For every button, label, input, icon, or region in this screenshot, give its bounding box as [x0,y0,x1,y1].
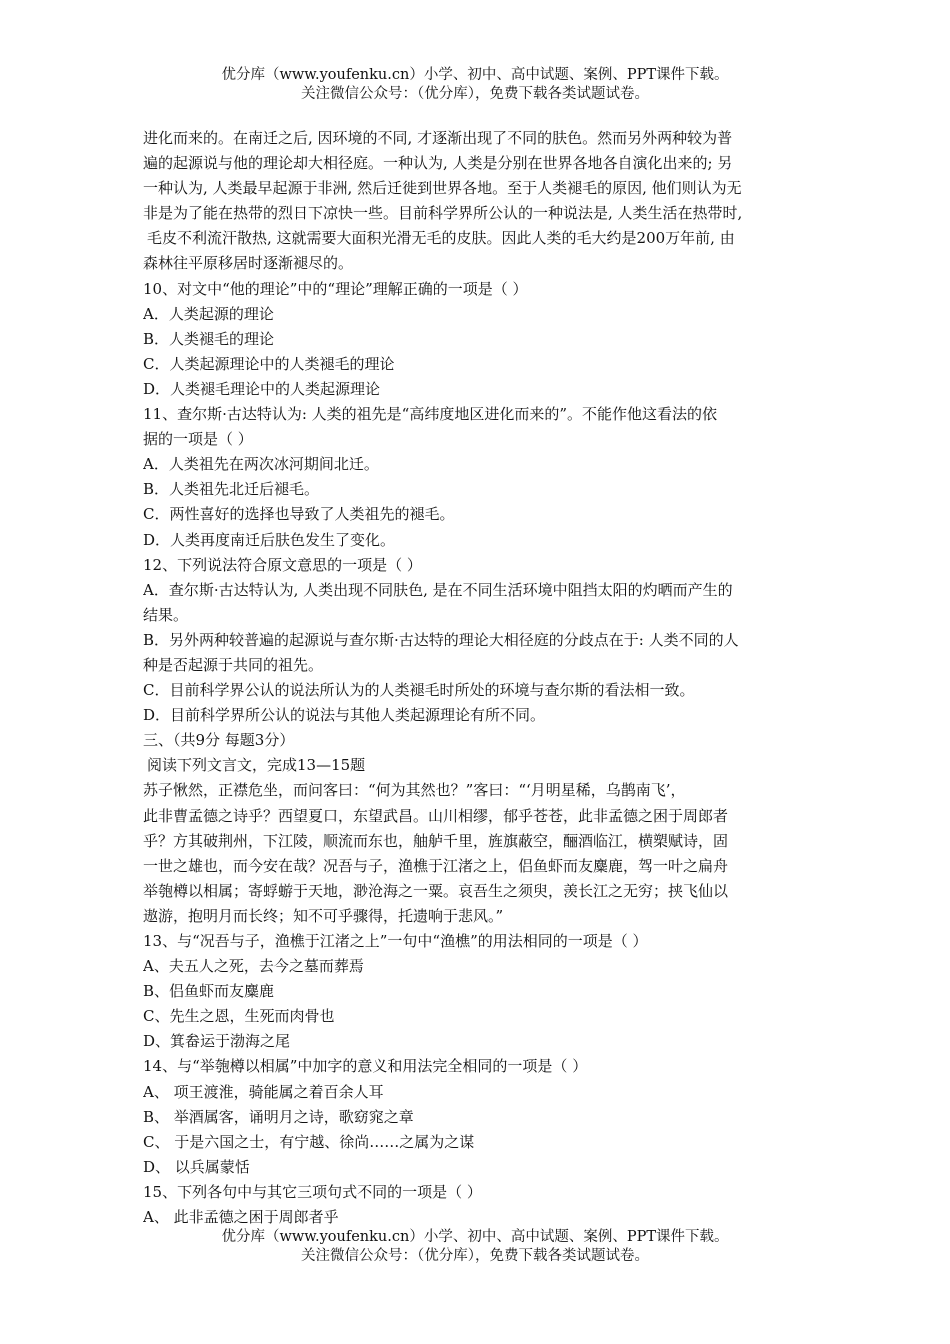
passage-line: 一种认为, 人类最早起源于非洲, 然后迁徙到世界各地。至于人类褪毛的原因, 他们则认为无 [143,179,742,198]
answer-option: C．两性喜好的选择也导致了人类祖先的褪毛。 [143,505,455,524]
answer-option: B、 举酒属客，诵明月之诗，歌窈窕之章 [143,1107,414,1126]
answer-option: B．另外两种较普遍的起源说与查尔斯·古达特的理论大相径庭的分歧点在于: 人类不同的人 [143,630,739,649]
question-stem: 10、对文中“他的理论”中的“理论”理解正确的一项是（ ） [143,279,528,298]
question-stem: 12、下列说法符合原文意思的一项是（ ） [143,555,422,574]
answer-option: C、 于是六国之士，有宁越、徐尚……之属为之谋 [143,1132,475,1151]
answer-option: A．人类祖先在两次冰河期间北迁。 [143,455,379,474]
passage-line: 进化而来的。在南迁之后, 因环境的不同, 才逐渐出现了不同的肤色。然而另外两种较为普 [143,129,733,147]
question-stem: 11、查尔斯·古达特认为: 人类的祖先是“高纬度地区进化而来的”。不能作他这看法的依 [143,405,718,424]
question-stem: A、 此非孟德之困于周郎者乎 [143,1208,339,1227]
passage-line: 遍的起源说与他的理论却大相径庭。一种认为, 人类是分别在世界各地各自演化出来的; 另 [143,154,733,173]
answer-option: A．查尔斯·古达特认为, 人类出现不同肤色, 是在不同生活环境中阻挡太阳的灼晒而产生的 [143,580,733,599]
footer-line-1: 优分库（www.youfenku.cn）小学、初中、高中试题、案例、PPT课件下载。 [221,1229,729,1245]
answer-option: C、先生之恩，生死而肉骨也 [143,1007,335,1026]
classical-text-line: 13、与“况吾与子，渔樵于江渚之上”一句中“渔樵”的用法相同的一项是（ ） [143,932,648,950]
answer-option: 15、下列各句中与其它三项句式不同的一项是（ ） [143,1182,482,1201]
classical-text-line: 苏子愀然，正襟危坐，而问客曰：“何为其然也？”客曰：“‘月明星稀，乌鹊南飞’， [143,781,686,800]
answer-option: C．人类起源理论中的人类褪毛的理论 [143,354,395,373]
footer-line-2: 关注微信公众号：（优分库），免费下载各类试题试卷。 [301,1248,649,1264]
section-heading: 三、（共9分 每题3分） [143,731,295,750]
section-instruction: 阅读下列文言文，完成13—15题 [147,756,366,775]
passage-line: 毛皮不利流汗散热, 这就需要大面积光滑无毛的皮肤。因此人类的毛大约是200万年前, 由 [147,229,735,248]
document-body [143,126,809,1230]
answer-option: B．人类祖先北迁后褪毛。 [143,480,320,499]
question-stem: 据的一项是（ ） [143,430,253,449]
answer-option: D、 以兵属蒙恬 [143,1157,250,1176]
classical-text-line: 一世之雄也，而今安在哉？况吾与子，渔樵于江渚之上，侣鱼虾而友麋鹿，驾一叶之扁舟 [143,856,729,875]
answer-option: C．目前科学界公认的说法所认为的人类褪毛时所处的环境与查尔斯的看法相一致。 [143,681,695,700]
answer-option: D、箕畚运于渤海之尾 [143,1032,291,1051]
classical-text-line: 乎？方其破荆州，下江陵，顺流而东也，舳舻千里，旌旗蔽空，酾酒临江，横槊赋诗，固 [143,831,729,850]
passage-line: 森林往平原移居时逐渐褪尽的。 [143,254,354,273]
header-line-1: 优分库（www.youfenku.cn）小学、初中、高中试题、案例、PPT课件下载。 [221,67,729,83]
classical-text-line: 此非曹孟德之诗乎？西望夏口，东望武昌。山川相缪，郁乎苍苍，此非孟德之困于周郎者 [143,806,729,825]
answer-option: B、侣鱼虾而友麋鹿 [143,982,275,1001]
question-stem: A、 项王渡淮，骑能属之着百余人耳 [143,1082,384,1101]
answer-option: D．目前科学界所公认的说法与其他人类起源理论有所不同。 [143,706,546,725]
question-stem: A、夫五人之死，去今之墓而葬焉 [143,957,364,976]
classical-text-line: 举匏樽以相属；寄蜉蝣于天地，渺沧海之一粟。哀吾生之须臾，羡长江之无穷；挟飞仙以 [143,881,729,900]
answer-option: 结果。 [143,605,189,624]
answer-option: B．人类褪毛的理论 [143,329,275,348]
answer-option: D．人类再度南迁后肤色发生了变化。 [143,530,396,549]
passage-line: 非是为了能在热带的烈日下凉快一些。目前科学界所公认的一种说法是, 人类生活在热带时, [143,204,743,223]
page-header [0,66,950,104]
answer-option: 14、与“举匏樽以相属”中加字的意义和用法完全相同的一项是（ ） [143,1057,588,1076]
classical-text-line: 遨游，抱明月而长终；知不可乎骤得，托遗响于悲风。” [143,906,504,925]
page-footer [0,1228,950,1266]
answer-option: 种是否起源于共同的祖先。 [143,655,324,674]
answer-option: D．人类褪毛理论中的人类起源理论 [143,379,381,398]
header-line-2: 关注微信公众号：（优分库），免费下载各类试题试卷。 [301,86,649,102]
answer-option: A．人类起源的理论 [143,304,274,323]
